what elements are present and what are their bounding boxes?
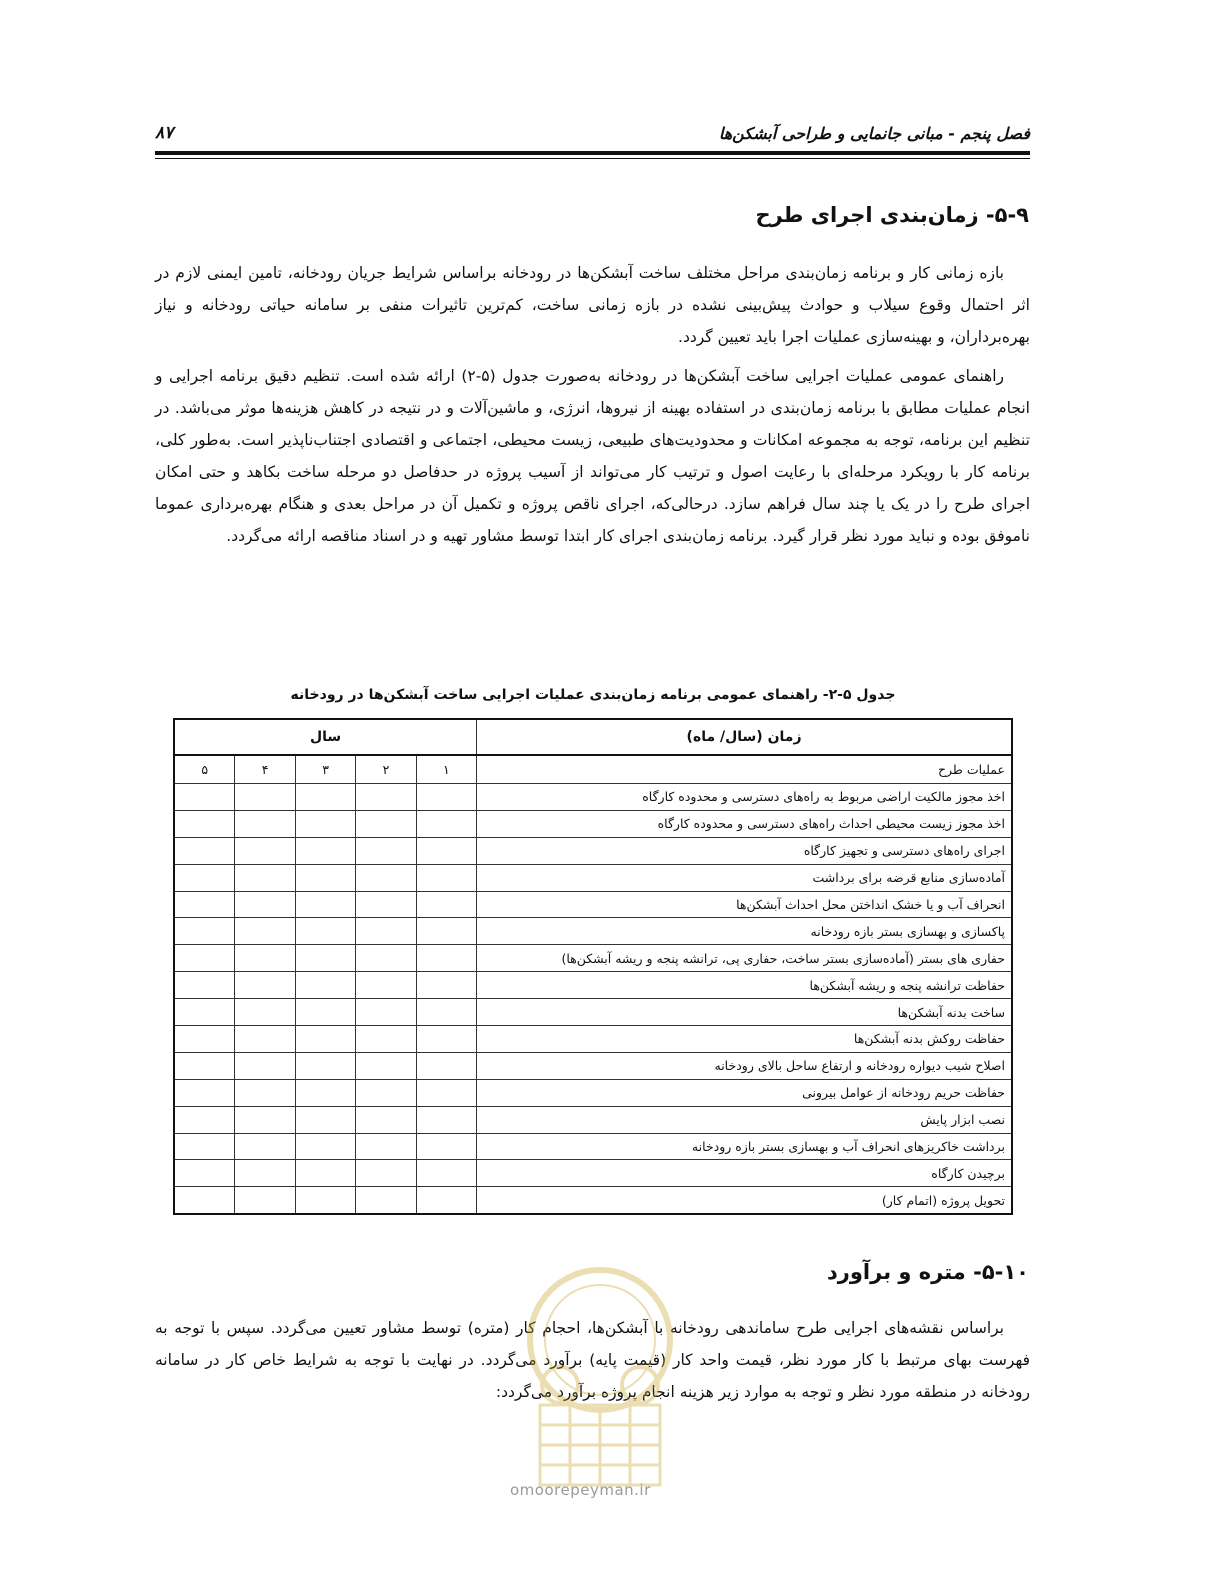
schedule-cell: [295, 1133, 355, 1160]
schedule-cell: [356, 837, 416, 864]
task-cell: حفاظت ترانشه پنجه و ریشه آبشکن‌ها: [477, 972, 1012, 999]
schedule-cell: [356, 1106, 416, 1133]
schedule-cell: [174, 891, 235, 918]
schedule-cell: [356, 891, 416, 918]
task-cell: حفاظت حریم رودخانه از عوامل بیرونی: [477, 1079, 1012, 1106]
task-cell: اجرای راه‌های دسترسی و تجهیز کارگاه: [477, 837, 1012, 864]
schedule-cell: [295, 945, 355, 972]
watermark-url: omoorepeyman.ir: [510, 1481, 651, 1499]
task-cell: حفاری های بستر (آماده‌سازی بستر ساخت، حفاری پی، ترانشه پنجه و ریشه آبشکن‌ها): [477, 945, 1012, 972]
year-5: ۵: [174, 755, 235, 784]
schedule-cell: [235, 784, 295, 811]
paragraph: راهنمای عمومی عملیات اجرایی ساخت آبشکن‌ها در رودخانه به‌صورت جدول (۵-۲) ارائه شده است. تنظیم دقیق برنامه اجرایی و انجام عملیات مطابق با برنامه زمان‌بندی در استفاده بهینه از نیروها، انرژی، و ماشین‌آلات و در نتیجه در کاهش هزینه‌ها موثر می‌باشد. در تنظیم این برنامه، توجه به مجموعه امکانات و محدودیت‌های طبیعی، زیست محیطی، اجتماعی و اقتصادی اجتناب‌ناپذیر است. به‌طور کلی، برنامه کار با رویکرد مرحله‌ای با رعایت اصول و ترتیب کار می‌تواند از آسیب پروژه در حدفاصل دو مرحله ساخت بکاهد و حتی امکان اجرای طرح را در یک یا چند سال فراهم سازد. درحالی‌که، اجرای ناقص پروژه و تکمیل آن در مراحل بعدی و هنگام بهره‌برداری عموما ناموفق بوده و نباید مورد نظر قرار گیرد. برنامه زمان‌بندی اجرای کار ابتدا توسط مشاور تهیه و در اسناد مناقصه ارائه می‌گردد.: [155, 367, 1030, 545]
schedule-cell: [356, 1187, 416, 1214]
schedule-cell: [356, 972, 416, 999]
schedule-cell: [235, 1052, 295, 1079]
table-caption: جدول ۵-۲- راهنمای عمومی برنامه زمان‌بندی عملیات اجرایی ساخت آبشکن‌ها در رودخانه: [290, 687, 896, 703]
table-row: [174, 972, 1012, 999]
header-time: زمان (سال/ ماه): [477, 719, 1012, 755]
schedule-cell: [174, 945, 235, 972]
schedule-cell: [295, 891, 355, 918]
table-row: [174, 1133, 1012, 1160]
header-rule-thin: [155, 158, 1030, 159]
schedule-cell: [174, 1026, 235, 1053]
table-row: [174, 999, 1012, 1026]
year-2: ۲: [356, 755, 416, 784]
schedule-cell: [356, 999, 416, 1026]
year-1: ۱: [416, 755, 476, 784]
schedule-cell: [416, 1187, 476, 1214]
task-cell: اخذ مجوز مالکیت اراضی مربوط به راه‌های دسترسی و محدوده کارگاه: [477, 784, 1012, 811]
year-4: ۴: [235, 755, 295, 784]
table-row: [174, 918, 1012, 945]
schedule-cell: [416, 1079, 476, 1106]
table-row: [174, 1026, 1012, 1053]
schedule-cell: [295, 918, 355, 945]
schedule-cell: [174, 1052, 235, 1079]
schedule-cell: [356, 864, 416, 891]
schedule-cell: [295, 1106, 355, 1133]
schedule-cell: [174, 972, 235, 999]
schedule-cell: [174, 864, 235, 891]
schedule-cell: [174, 1079, 235, 1106]
schedule-cell: [295, 784, 355, 811]
schedule-cell: [295, 1026, 355, 1053]
section-5-9-body: [155, 257, 1030, 552]
schedule-cell: [416, 784, 476, 811]
schedule-cell: [295, 837, 355, 864]
schedule-cell: [235, 837, 295, 864]
table-row: [174, 1052, 1012, 1079]
schedule-cell: [235, 1079, 295, 1106]
task-cell: نصب ابزار پایش: [477, 1106, 1012, 1133]
schedule-cell: [235, 1160, 295, 1187]
task-cell: برچیدن کارگاه: [477, 1160, 1012, 1187]
paragraph: براساس نقشه‌های اجرایی طرح ساماندهی رودخانه با آبشکن‌ها، احجام کار (متره) توسط مشاور تعیین می‌گردد. سپس با توجه به فهرست بهای مرتبط با کار مورد نظر، قیمت واحد کار (قیمت پایه) برآورد می‌گردد. در نهایت با توجه به شرایط خاص کار در سامانه رودخانه در منطقه مورد نظر و توجه به موارد زیر هزینه انجام پروژه برآورد می‌گردد:: [155, 1319, 1030, 1401]
schedule-cell: [416, 1026, 476, 1053]
task-cell: حفاظت روکش بدنه آبشکن‌ها: [477, 1026, 1012, 1053]
table-row: [174, 1187, 1012, 1214]
schedule-table: [173, 718, 1013, 1215]
schedule-cell: [356, 784, 416, 811]
schedule-cell: [174, 784, 235, 811]
schedule-cell: [356, 1079, 416, 1106]
subheader-label: عملیات طرح: [477, 755, 1012, 784]
header-rule: [155, 151, 1030, 155]
section-heading-5-9: ۵-۹- زمان‌بندی اجرای طرح: [755, 203, 1029, 227]
schedule-cell: [235, 864, 295, 891]
table-row: [174, 891, 1012, 918]
schedule-cell: [235, 810, 295, 837]
section-heading-5-10: ۵-۱۰- متره و برآورد: [827, 1260, 1029, 1284]
table-row: [174, 1079, 1012, 1106]
schedule-cell: [235, 999, 295, 1026]
schedule-cell: [235, 918, 295, 945]
schedule-cell: [416, 1133, 476, 1160]
table-subheader-row: [174, 755, 1012, 784]
schedule-cell: [295, 810, 355, 837]
schedule-cell: [174, 1160, 235, 1187]
schedule-cell: [295, 864, 355, 891]
table-row: [174, 837, 1012, 864]
schedule-cell: [416, 1052, 476, 1079]
schedule-cell: [295, 972, 355, 999]
schedule-cell: [235, 1133, 295, 1160]
schedule-cell: [416, 972, 476, 999]
schedule-cell: [295, 999, 355, 1026]
schedule-cell: [295, 1079, 355, 1106]
schedule-cell: [416, 810, 476, 837]
task-cell: پاکسازی و بهسازی بستر بازه رودخانه: [477, 918, 1012, 945]
page-header: [155, 118, 1030, 148]
schedule-cell: [416, 864, 476, 891]
table-row: [174, 810, 1012, 837]
schedule-cell: [416, 918, 476, 945]
schedule-cell: [416, 1160, 476, 1187]
table-row: [174, 784, 1012, 811]
schedule-cell: [416, 945, 476, 972]
schedule-cell: [416, 999, 476, 1026]
schedule-cell: [295, 1187, 355, 1214]
schedule-cell: [235, 945, 295, 972]
schedule-cell: [356, 918, 416, 945]
schedule-cell: [356, 1133, 416, 1160]
paragraph: بازه زمانی کار و برنامه زمان‌بندی مراحل مختلف ساخت آبشکن‌ها در رودخانه براساس شرایط جریان رودخانه، تامین ایمنی لازم در اثر احتمال وقوع سیلاب و حوادث پیش‌بینی نشده در بازه زمانی ساخت، کم‌ترین تاثیرات منفی بر سامانه حیاتی رودخانه و نیاز بهره‌برداران، و بهینه‌سازی عملیات اجرا باید تعیین گردد.: [155, 264, 1030, 346]
schedule-cell: [235, 1106, 295, 1133]
task-cell: آماده‌سازی منابع قرضه برای برداشت: [477, 864, 1012, 891]
schedule-cell: [356, 945, 416, 972]
schedule-cell: [295, 1160, 355, 1187]
table-row: [174, 945, 1012, 972]
schedule-cell: [174, 918, 235, 945]
table-row: [174, 1160, 1012, 1187]
page-number: ۸۷: [155, 123, 174, 143]
task-cell: ساخت بدنه آبشکن‌ها: [477, 999, 1012, 1026]
table-row: [174, 864, 1012, 891]
task-cell: اصلاح شیب دیواره رودخانه و ارتفاع ساحل بالای رودخانه: [477, 1052, 1012, 1079]
schedule-cell: [416, 1106, 476, 1133]
schedule-cell: [235, 1187, 295, 1214]
header-year: سال: [174, 719, 477, 755]
schedule-cell: [356, 1052, 416, 1079]
schedule-cell: [356, 810, 416, 837]
schedule-cell: [174, 1106, 235, 1133]
task-cell: انحراف آب و یا خشک انداختن محل احداث آبشکن‌ها: [477, 891, 1012, 918]
year-3: ۳: [295, 755, 355, 784]
schedule-cell: [235, 972, 295, 999]
task-cell: اخذ مجوز زیست محیطی احداث راه‌های دسترسی و محدوده کارگاه: [477, 810, 1012, 837]
schedule-cell: [174, 1133, 235, 1160]
schedule-cell: [356, 1160, 416, 1187]
task-cell: برداشت خاکریزهای انحراف آب و بهسازی بستر بازه رودخانه: [477, 1133, 1012, 1160]
schedule-cell: [235, 1026, 295, 1053]
schedule-cell: [174, 1187, 235, 1214]
schedule-cell: [174, 810, 235, 837]
schedule-cell: [174, 999, 235, 1026]
section-5-10-body: [155, 1312, 1030, 1408]
schedule-cell: [235, 891, 295, 918]
schedule-cell: [416, 891, 476, 918]
schedule-cell: [356, 1026, 416, 1053]
task-cell: تحویل پروژه (اتمام کار): [477, 1187, 1012, 1214]
schedule-cell: [174, 837, 235, 864]
schedule-cell: [295, 1052, 355, 1079]
schedule-cell: [416, 837, 476, 864]
chapter-title: فصل پنجم - مبانی جانمایی و طراحی آبشکن‌ها: [718, 123, 1030, 143]
table-row: [174, 1106, 1012, 1133]
